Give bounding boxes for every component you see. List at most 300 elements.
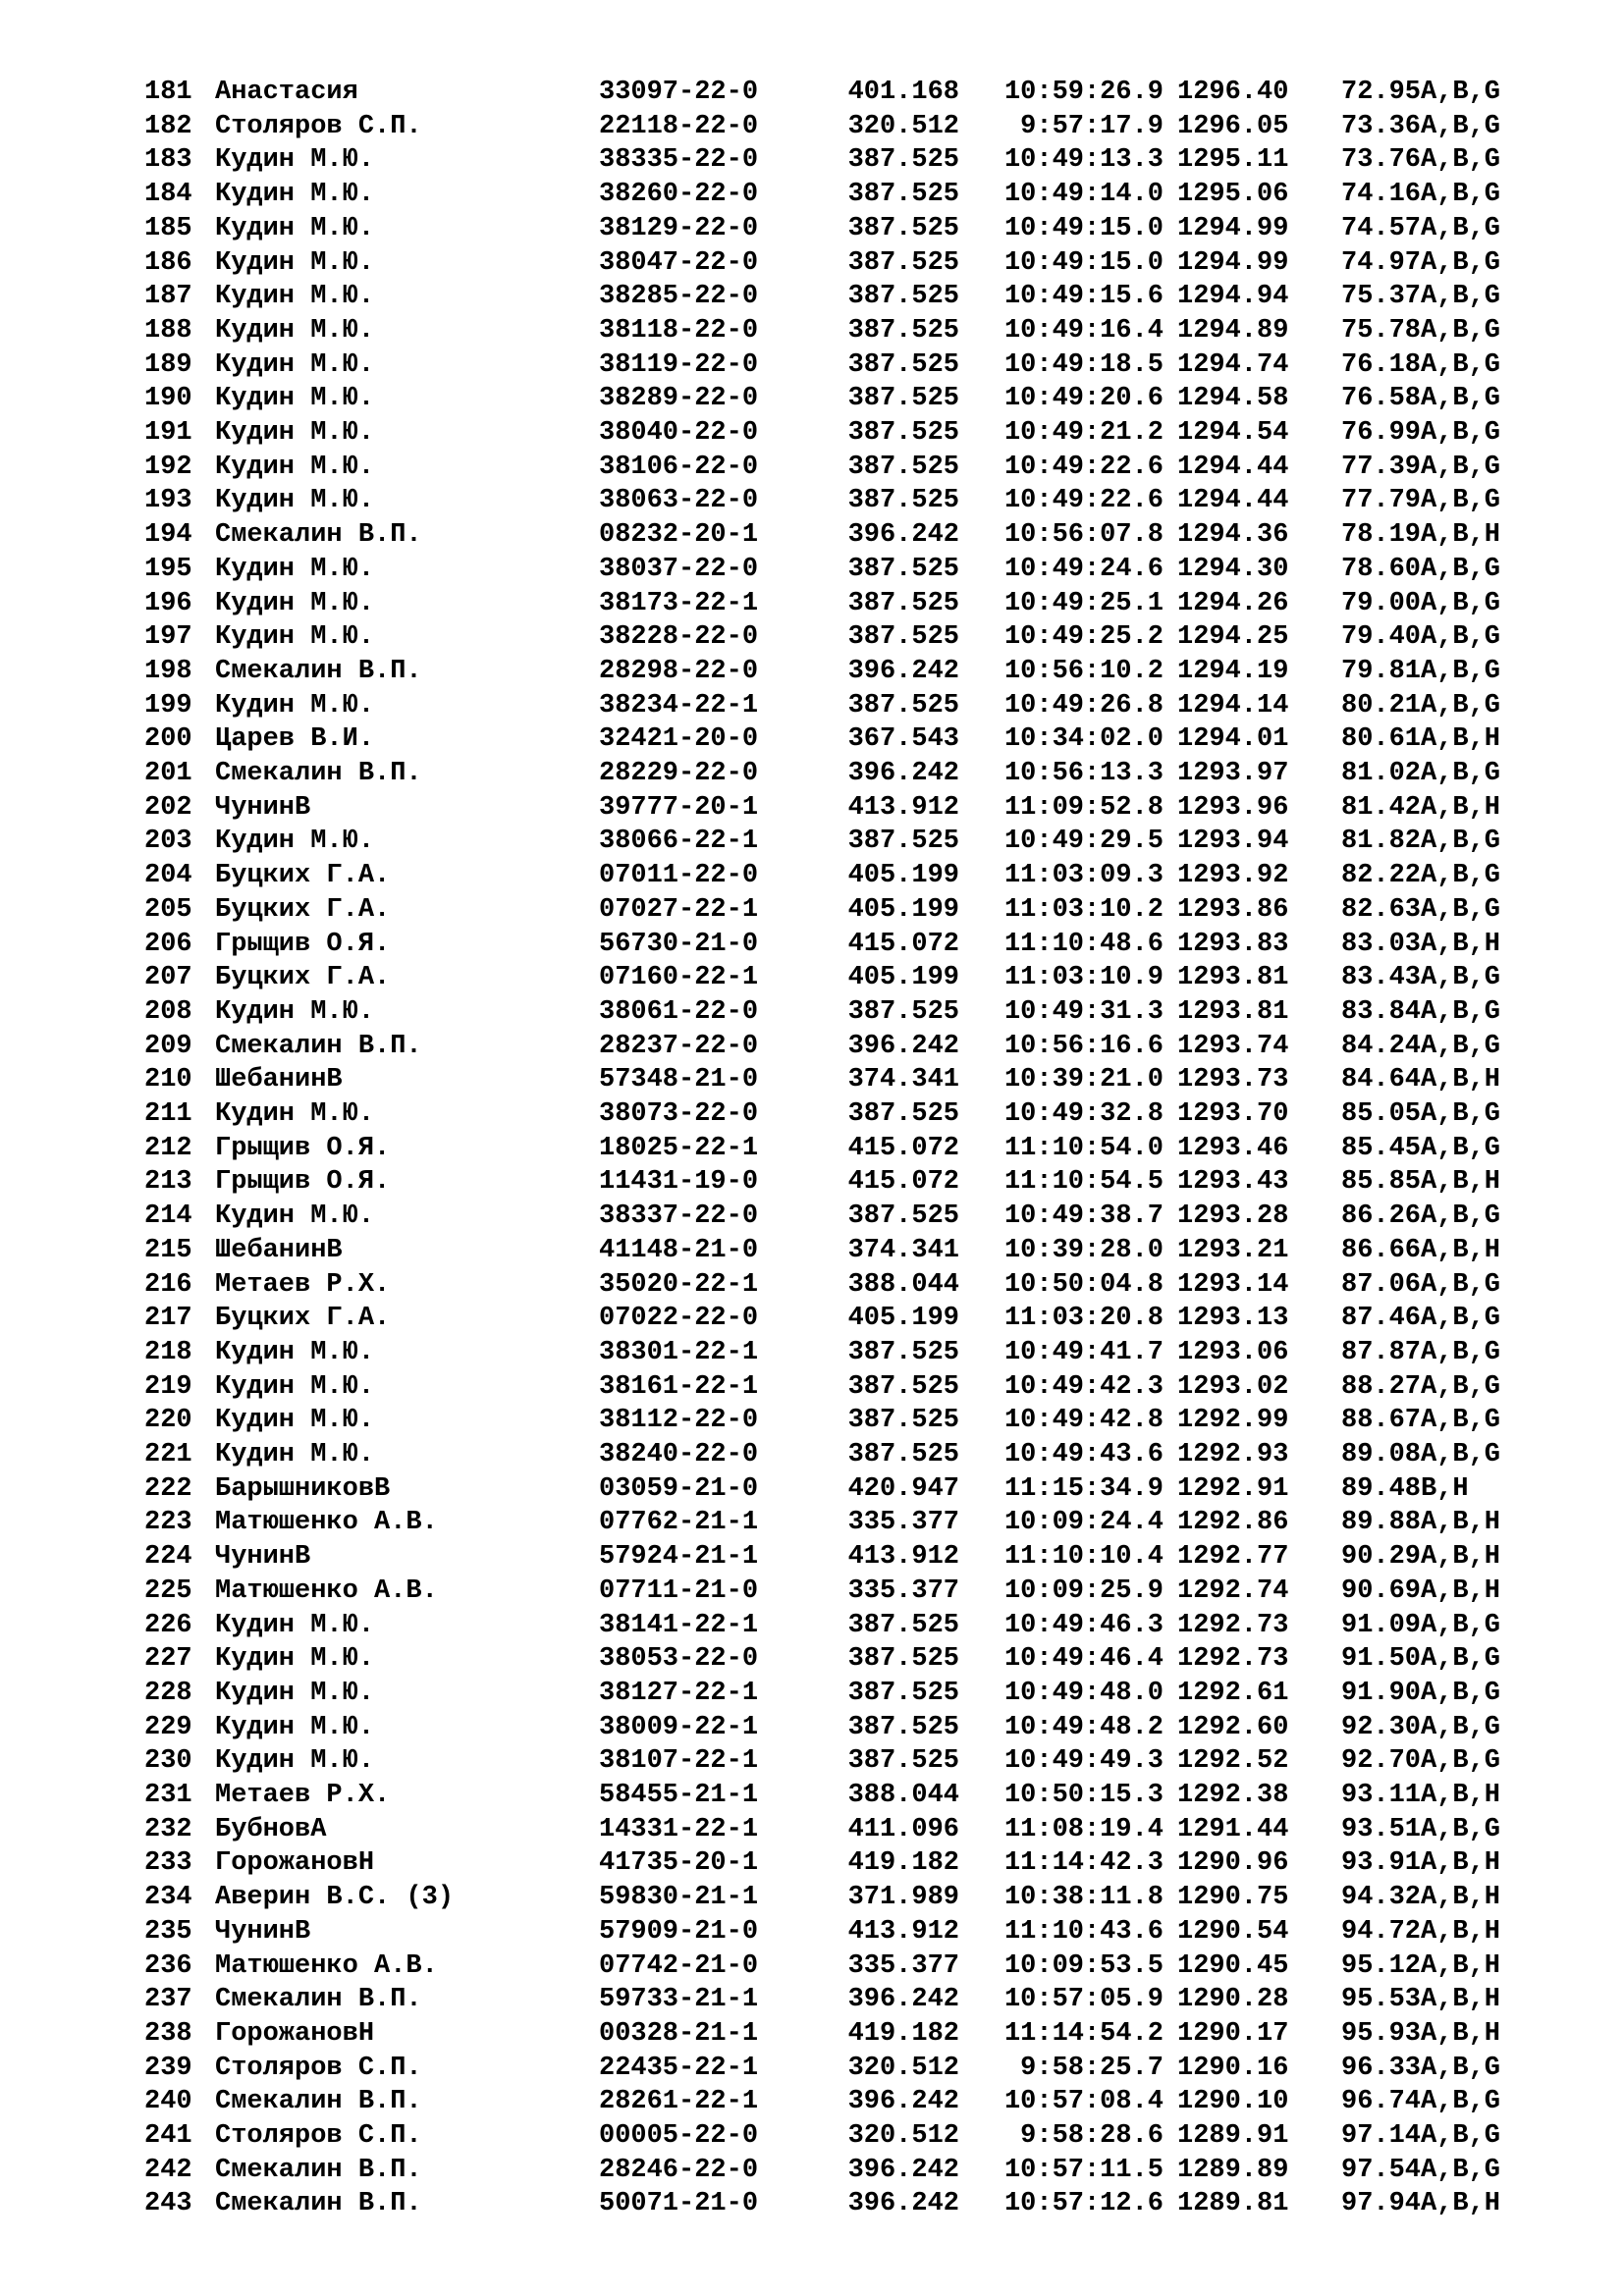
table-row bbox=[0, 451, 1624, 485]
table-row bbox=[0, 1949, 1624, 1984]
distance-cell: 388.044 bbox=[847, 1269, 959, 1300]
table-row bbox=[0, 2119, 1624, 2154]
ring-number-cell: 07011-22-0 bbox=[599, 861, 759, 891]
rank-cell: 212 bbox=[144, 1133, 192, 1163]
fancier-name-cell: ШебанинВ bbox=[215, 1065, 343, 1095]
rank-cell: 243 bbox=[144, 2189, 192, 2219]
table-row bbox=[0, 212, 1624, 246]
table-row bbox=[0, 553, 1624, 587]
distance-cell: 396.242 bbox=[847, 1031, 959, 1061]
arrival-time-cell: 11:03:09.3 bbox=[1003, 861, 1164, 891]
fancier-name-cell: Кудин М.Ю. bbox=[215, 384, 375, 414]
coefficient-cell: 84.64 bbox=[1341, 1065, 1422, 1095]
distance-cell: 413.912 bbox=[847, 1542, 959, 1573]
ring-number-cell: 38337-22-0 bbox=[599, 1201, 759, 1232]
table-row bbox=[0, 961, 1624, 995]
rank-cell: 182 bbox=[144, 111, 192, 141]
speed-cell: 1289.91 bbox=[1177, 2121, 1289, 2151]
distance-cell: 387.525 bbox=[847, 1337, 959, 1367]
table-row bbox=[0, 1744, 1624, 1779]
ring-number-cell: 38127-22-1 bbox=[599, 1678, 759, 1708]
distance-cell: 419.182 bbox=[847, 2018, 959, 2049]
distance-cell: 387.525 bbox=[847, 1712, 959, 1742]
rank-cell: 187 bbox=[144, 282, 192, 312]
distance-cell: 387.525 bbox=[847, 452, 959, 482]
fancier-name-cell: Кудин М.Ю. bbox=[215, 486, 375, 516]
category-cell: A,B,G bbox=[1421, 213, 1501, 243]
arrival-time-cell: 10:56:10.2 bbox=[1003, 656, 1164, 686]
arrival-time-cell: 10:49:14.0 bbox=[1003, 180, 1164, 210]
coefficient-cell: 83.03 bbox=[1341, 929, 1422, 959]
arrival-time-cell: 10:57:11.5 bbox=[1003, 2155, 1164, 2185]
arrival-time-cell: 10:49:24.6 bbox=[1003, 554, 1164, 584]
category-cell: A,B,G bbox=[1421, 452, 1501, 482]
speed-cell: 1289.89 bbox=[1177, 2155, 1289, 2185]
coefficient-cell: 73.76 bbox=[1341, 145, 1422, 176]
arrival-time-cell: 10:39:21.0 bbox=[1003, 1065, 1164, 1095]
fancier-name-cell: Метаев Р.Х. bbox=[215, 1269, 391, 1300]
ring-number-cell: 18025-22-1 bbox=[599, 1133, 759, 1163]
category-cell: A,B,G bbox=[1421, 588, 1501, 618]
table-row bbox=[0, 995, 1624, 1030]
table-row bbox=[0, 314, 1624, 348]
category-cell: A,B,G bbox=[1421, 78, 1501, 107]
speed-cell: 1292.38 bbox=[1177, 1781, 1289, 1810]
speed-cell: 1293.96 bbox=[1177, 792, 1289, 823]
category-cell: A,B,G bbox=[1421, 1814, 1501, 1844]
arrival-time-cell: 9:58:28.6 bbox=[1020, 2121, 1164, 2151]
speed-cell: 1294.01 bbox=[1177, 724, 1289, 755]
table-row bbox=[0, 1813, 1624, 1847]
coefficient-cell: 82.22 bbox=[1341, 861, 1422, 891]
arrival-time-cell: 11:03:20.8 bbox=[1003, 1304, 1164, 1334]
fancier-name-cell: Царев В.И. bbox=[215, 724, 375, 755]
category-cell: A,B,G bbox=[1421, 247, 1501, 278]
coefficient-cell: 92.70 bbox=[1341, 1746, 1422, 1777]
rank-cell: 198 bbox=[144, 656, 192, 686]
distance-cell: 387.525 bbox=[847, 1610, 959, 1640]
rank-cell: 190 bbox=[144, 384, 192, 414]
distance-cell: 387.525 bbox=[847, 1371, 959, 1402]
distance-cell: 367.543 bbox=[847, 724, 959, 755]
coefficient-cell: 81.02 bbox=[1341, 759, 1422, 788]
ring-number-cell: 50071-21-0 bbox=[599, 2189, 759, 2219]
table-row bbox=[0, 1881, 1624, 1915]
rank-cell: 233 bbox=[144, 1848, 192, 1879]
rank-cell: 228 bbox=[144, 1678, 192, 1708]
distance-cell: 387.525 bbox=[847, 349, 959, 380]
table-row bbox=[0, 757, 1624, 791]
ring-number-cell: 22118-22-0 bbox=[599, 111, 759, 141]
speed-cell: 1296.40 bbox=[1177, 78, 1289, 107]
speed-cell: 1293.06 bbox=[1177, 1337, 1289, 1367]
table-row bbox=[0, 825, 1624, 859]
coefficient-cell: 82.63 bbox=[1341, 894, 1422, 925]
table-row bbox=[0, 1846, 1624, 1881]
fancier-name-cell: Кудин М.Ю. bbox=[215, 1371, 375, 1402]
fancier-name-cell: Смекалин В.П. bbox=[215, 1985, 422, 2015]
table-row bbox=[0, 1438, 1624, 1472]
fancier-name-cell: Матюшенко А.В. bbox=[215, 1508, 438, 1538]
speed-cell: 1293.86 bbox=[1177, 894, 1289, 925]
rank-cell: 234 bbox=[144, 1883, 192, 1913]
category-cell: A,B,G bbox=[1421, 690, 1501, 721]
rank-cell: 200 bbox=[144, 724, 192, 755]
fancier-name-cell: БарышниковВ bbox=[215, 1473, 391, 1504]
fancier-name-cell: Смекалин В.П. bbox=[215, 2189, 422, 2219]
distance-cell: 420.947 bbox=[847, 1473, 959, 1504]
speed-cell: 1292.74 bbox=[1177, 1575, 1289, 1606]
ring-number-cell: 07742-21-0 bbox=[599, 1950, 759, 1981]
category-cell: A,B,H bbox=[1421, 1575, 1501, 1606]
coefficient-cell: 97.54 bbox=[1341, 2155, 1422, 2185]
fancier-name-cell: Смекалин В.П. bbox=[215, 759, 422, 788]
category-cell: A,B,G bbox=[1421, 861, 1501, 891]
coefficient-cell: 77.79 bbox=[1341, 486, 1422, 516]
speed-cell: 1292.91 bbox=[1177, 1473, 1289, 1504]
speed-cell: 1294.99 bbox=[1177, 247, 1289, 278]
ring-number-cell: 38240-22-0 bbox=[599, 1440, 759, 1469]
coefficient-cell: 93.91 bbox=[1341, 1848, 1422, 1879]
speed-cell: 1292.61 bbox=[1177, 1678, 1289, 1708]
rank-cell: 191 bbox=[144, 418, 192, 448]
fancier-name-cell: ГорожановН bbox=[215, 1848, 375, 1879]
ring-number-cell: 38066-22-1 bbox=[599, 827, 759, 857]
table-row bbox=[0, 110, 1624, 144]
fancier-name-cell: Метаев Р.Х. bbox=[215, 1781, 391, 1810]
rank-cell: 217 bbox=[144, 1304, 192, 1334]
fancier-name-cell: ЧунинВ bbox=[215, 792, 311, 823]
category-cell: A,B,G bbox=[1421, 1678, 1501, 1708]
table-row bbox=[0, 1302, 1624, 1336]
category-cell: A,B,G bbox=[1421, 1644, 1501, 1675]
speed-cell: 1294.44 bbox=[1177, 452, 1289, 482]
fancier-name-cell: Смекалин В.П. bbox=[215, 2087, 422, 2117]
distance-cell: 387.525 bbox=[847, 827, 959, 857]
distance-cell: 419.182 bbox=[847, 1848, 959, 1879]
speed-cell: 1290.75 bbox=[1177, 1883, 1289, 1913]
category-cell: A,B,G bbox=[1421, 145, 1501, 176]
coefficient-cell: 74.57 bbox=[1341, 213, 1422, 243]
distance-cell: 387.525 bbox=[847, 315, 959, 346]
arrival-time-cell: 10:49:38.7 bbox=[1003, 1201, 1164, 1232]
rank-cell: 236 bbox=[144, 1950, 192, 1981]
ring-number-cell: 38061-22-0 bbox=[599, 996, 759, 1027]
table-row bbox=[0, 1097, 1624, 1132]
speed-cell: 1292.93 bbox=[1177, 1440, 1289, 1469]
coefficient-cell: 76.18 bbox=[1341, 349, 1422, 380]
rank-cell: 202 bbox=[144, 792, 192, 823]
ring-number-cell: 39777-20-1 bbox=[599, 792, 759, 823]
speed-cell: 1292.86 bbox=[1177, 1508, 1289, 1538]
category-cell: A,B,G bbox=[1421, 1371, 1501, 1402]
fancier-name-cell: Буцких Г.А. bbox=[215, 894, 391, 925]
distance-cell: 374.341 bbox=[847, 1065, 959, 1095]
speed-cell: 1293.81 bbox=[1177, 963, 1289, 993]
speed-cell: 1293.70 bbox=[1177, 1099, 1289, 1129]
fancier-name-cell: Кудин М.Ю. bbox=[215, 180, 375, 210]
category-cell: A,B,H bbox=[1421, 2189, 1501, 2219]
arrival-time-cell: 10:49:48.0 bbox=[1003, 1678, 1164, 1708]
arrival-time-cell: 10:49:25.2 bbox=[1003, 622, 1164, 653]
arrival-time-cell: 11:08:19.4 bbox=[1003, 1814, 1164, 1844]
speed-cell: 1293.92 bbox=[1177, 861, 1289, 891]
arrival-time-cell: 10:57:12.6 bbox=[1003, 2189, 1164, 2219]
category-cell: A,B,G bbox=[1421, 1406, 1501, 1436]
arrival-time-cell: 11:09:52.8 bbox=[1003, 792, 1164, 823]
rank-cell: 230 bbox=[144, 1746, 192, 1777]
fancier-name-cell: ГорожановН bbox=[215, 2018, 375, 2049]
ring-number-cell: 38289-22-0 bbox=[599, 384, 759, 414]
category-cell: A,B,G bbox=[1421, 1099, 1501, 1129]
arrival-time-cell: 11:15:34.9 bbox=[1003, 1473, 1164, 1504]
fancier-name-cell: Кудин М.Ю. bbox=[215, 315, 375, 346]
category-cell: A,B,G bbox=[1421, 656, 1501, 686]
category-cell: A,B,G bbox=[1421, 554, 1501, 584]
arrival-time-cell: 10:38:11.8 bbox=[1003, 1883, 1164, 1913]
table-row bbox=[0, 1779, 1624, 1813]
distance-cell: 387.525 bbox=[847, 213, 959, 243]
distance-cell: 405.199 bbox=[847, 861, 959, 891]
coefficient-cell: 87.46 bbox=[1341, 1304, 1422, 1334]
speed-cell: 1294.74 bbox=[1177, 349, 1289, 380]
speed-cell: 1292.73 bbox=[1177, 1644, 1289, 1675]
rank-cell: 239 bbox=[144, 2053, 192, 2083]
rank-cell: 204 bbox=[144, 861, 192, 891]
category-cell: A,B,G bbox=[1421, 2121, 1501, 2151]
speed-cell: 1290.28 bbox=[1177, 1985, 1289, 2015]
speed-cell: 1294.89 bbox=[1177, 315, 1289, 346]
rank-cell: 225 bbox=[144, 1575, 192, 1606]
speed-cell: 1290.10 bbox=[1177, 2087, 1289, 2117]
table-row bbox=[0, 1165, 1624, 1200]
rank-cell: 221 bbox=[144, 1440, 192, 1469]
ring-number-cell: 28261-22-1 bbox=[599, 2087, 759, 2117]
arrival-time-cell: 11:03:10.9 bbox=[1003, 963, 1164, 993]
ring-number-cell: 38009-22-1 bbox=[599, 1712, 759, 1742]
ring-number-cell: 38047-22-0 bbox=[599, 247, 759, 278]
category-cell: A,B,G bbox=[1421, 1133, 1501, 1163]
ring-number-cell: 38063-22-0 bbox=[599, 486, 759, 516]
arrival-time-cell: 10:49:42.3 bbox=[1003, 1371, 1164, 1402]
distance-cell: 387.525 bbox=[847, 1406, 959, 1436]
category-cell: A,B,G bbox=[1421, 2053, 1501, 2083]
coefficient-cell: 97.94 bbox=[1341, 2189, 1422, 2219]
category-cell: A,B,G bbox=[1421, 418, 1501, 448]
arrival-time-cell: 10:49:43.6 bbox=[1003, 1440, 1164, 1469]
category-cell: A,B,G bbox=[1421, 996, 1501, 1027]
rank-cell: 238 bbox=[144, 2018, 192, 2049]
arrival-time-cell: 10:49:20.6 bbox=[1003, 384, 1164, 414]
coefficient-cell: 89.88 bbox=[1341, 1508, 1422, 1538]
distance-cell: 396.242 bbox=[847, 2087, 959, 2117]
coefficient-cell: 75.78 bbox=[1341, 315, 1422, 346]
distance-cell: 387.525 bbox=[847, 1644, 959, 1675]
coefficient-cell: 91.90 bbox=[1341, 1678, 1422, 1708]
ring-number-cell: 28246-22-0 bbox=[599, 2155, 759, 2185]
rank-cell: 229 bbox=[144, 1712, 192, 1742]
coefficient-cell: 83.43 bbox=[1341, 963, 1422, 993]
rank-cell: 205 bbox=[144, 894, 192, 925]
rank-cell: 241 bbox=[144, 2121, 192, 2151]
arrival-time-cell: 10:56:07.8 bbox=[1003, 520, 1164, 551]
table-row bbox=[0, 1268, 1624, 1303]
fancier-name-cell: Кудин М.Ю. bbox=[215, 1440, 375, 1469]
fancier-name-cell: Буцких Г.А. bbox=[215, 861, 391, 891]
arrival-time-cell: 10:56:13.3 bbox=[1003, 759, 1164, 788]
fancier-name-cell: Грыщив О.Я. bbox=[215, 929, 391, 959]
fancier-name-cell: Кудин М.Ю. bbox=[215, 452, 375, 482]
ring-number-cell: 38129-22-0 bbox=[599, 213, 759, 243]
category-cell: B,H bbox=[1421, 1473, 1469, 1504]
arrival-time-cell: 10:49:29.5 bbox=[1003, 827, 1164, 857]
arrival-time-cell: 11:10:10.4 bbox=[1003, 1542, 1164, 1573]
distance-cell: 387.525 bbox=[847, 486, 959, 516]
rank-cell: 195 bbox=[144, 554, 192, 584]
rank-cell: 223 bbox=[144, 1508, 192, 1538]
coefficient-cell: 85.85 bbox=[1341, 1167, 1422, 1198]
speed-cell: 1292.99 bbox=[1177, 1406, 1289, 1436]
arrival-time-cell: 11:03:10.2 bbox=[1003, 894, 1164, 925]
ring-number-cell: 38118-22-0 bbox=[599, 315, 759, 346]
category-cell: A,B,G bbox=[1421, 1712, 1501, 1742]
table-row bbox=[0, 1234, 1624, 1268]
fancier-name-cell: Кудин М.Ю. bbox=[215, 349, 375, 380]
ring-number-cell: 57909-21-0 bbox=[599, 1916, 759, 1947]
fancier-name-cell: Матюшенко А.В. bbox=[215, 1575, 438, 1606]
rank-cell: 197 bbox=[144, 622, 192, 653]
table-row bbox=[0, 620, 1624, 655]
arrival-time-cell: 10:50:04.8 bbox=[1003, 1269, 1164, 1300]
ring-number-cell: 56730-21-0 bbox=[599, 929, 759, 959]
distance-cell: 396.242 bbox=[847, 1985, 959, 2015]
ring-number-cell: 38141-22-1 bbox=[599, 1610, 759, 1640]
category-cell: A,B,H bbox=[1421, 1848, 1501, 1879]
coefficient-cell: 95.12 bbox=[1341, 1950, 1422, 1981]
coefficient-cell: 94.72 bbox=[1341, 1916, 1422, 1947]
fancier-name-cell: Смекалин В.П. bbox=[215, 2155, 422, 2185]
speed-cell: 1294.25 bbox=[1177, 622, 1289, 653]
speed-cell: 1295.11 bbox=[1177, 145, 1289, 176]
coefficient-cell: 88.67 bbox=[1341, 1406, 1422, 1436]
fancier-name-cell: Столяров С.П. bbox=[215, 2121, 422, 2151]
coefficient-cell: 73.36 bbox=[1341, 111, 1422, 141]
speed-cell: 1294.30 bbox=[1177, 554, 1289, 584]
speed-cell: 1294.19 bbox=[1177, 656, 1289, 686]
coefficient-cell: 78.19 bbox=[1341, 520, 1422, 551]
table-row bbox=[0, 1677, 1624, 1711]
ring-number-cell: 07160-22-1 bbox=[599, 963, 759, 993]
arrival-time-cell: 10:49:42.8 bbox=[1003, 1406, 1164, 1436]
coefficient-cell: 95.53 bbox=[1341, 1985, 1422, 2015]
speed-cell: 1292.52 bbox=[1177, 1746, 1289, 1777]
table-row bbox=[0, 893, 1624, 928]
fancier-name-cell: Кудин М.Ю. bbox=[215, 1337, 375, 1367]
table-row bbox=[0, 1200, 1624, 1234]
rank-cell: 232 bbox=[144, 1814, 192, 1844]
category-cell: A,B,H bbox=[1421, 520, 1501, 551]
distance-cell: 396.242 bbox=[847, 656, 959, 686]
table-row bbox=[0, 1063, 1624, 1097]
distance-cell: 387.525 bbox=[847, 1440, 959, 1469]
fancier-name-cell: Кудин М.Ю. bbox=[215, 1099, 375, 1129]
table-row bbox=[0, 280, 1624, 314]
category-cell: A,B,G bbox=[1421, 180, 1501, 210]
rank-cell: 210 bbox=[144, 1065, 192, 1095]
category-cell: A,B,H bbox=[1421, 1167, 1501, 1198]
distance-cell: 396.242 bbox=[847, 2155, 959, 2185]
fancier-name-cell: Кудин М.Ю. bbox=[215, 213, 375, 243]
table-row bbox=[0, 928, 1624, 962]
distance-cell: 415.072 bbox=[847, 1167, 959, 1198]
table-row bbox=[0, 1575, 1624, 1609]
arrival-time-cell: 10:49:25.1 bbox=[1003, 588, 1164, 618]
ring-number-cell: 41735-20-1 bbox=[599, 1848, 759, 1879]
coefficient-cell: 78.60 bbox=[1341, 554, 1422, 584]
speed-cell: 1292.60 bbox=[1177, 1712, 1289, 1742]
table-row bbox=[0, 518, 1624, 553]
distance-cell: 401.168 bbox=[847, 78, 959, 107]
category-cell: A,B,G bbox=[1421, 1610, 1501, 1640]
arrival-time-cell: 10:56:16.6 bbox=[1003, 1031, 1164, 1061]
distance-cell: 388.044 bbox=[847, 1781, 959, 1810]
table-row bbox=[0, 1506, 1624, 1540]
arrival-time-cell: 10:49:15.6 bbox=[1003, 282, 1164, 312]
ring-number-cell: 38228-22-0 bbox=[599, 622, 759, 653]
fancier-name-cell: Кудин М.Ю. bbox=[215, 1712, 375, 1742]
ring-number-cell: 59830-21-1 bbox=[599, 1883, 759, 1913]
ring-number-cell: 38234-22-1 bbox=[599, 690, 759, 721]
arrival-time-cell: 11:10:54.5 bbox=[1003, 1167, 1164, 1198]
arrival-time-cell: 11:10:54.0 bbox=[1003, 1133, 1164, 1163]
coefficient-cell: 76.58 bbox=[1341, 384, 1422, 414]
speed-cell: 1295.06 bbox=[1177, 180, 1289, 210]
distance-cell: 387.525 bbox=[847, 282, 959, 312]
distance-cell: 387.525 bbox=[847, 1099, 959, 1129]
speed-cell: 1290.96 bbox=[1177, 1848, 1289, 1879]
table-row bbox=[0, 1370, 1624, 1405]
speed-cell: 1293.02 bbox=[1177, 1371, 1289, 1402]
distance-cell: 387.525 bbox=[847, 554, 959, 584]
speed-cell: 1294.14 bbox=[1177, 690, 1289, 721]
ring-number-cell: 35020-22-1 bbox=[599, 1269, 759, 1300]
table-row bbox=[0, 178, 1624, 212]
fancier-name-cell: ЧунинВ bbox=[215, 1916, 311, 1947]
table-row bbox=[0, 1642, 1624, 1677]
table-row bbox=[0, 1030, 1624, 1064]
fancier-name-cell: Смекалин В.П. bbox=[215, 656, 422, 686]
distance-cell: 387.525 bbox=[847, 1678, 959, 1708]
coefficient-cell: 90.69 bbox=[1341, 1575, 1422, 1606]
coefficient-cell: 95.93 bbox=[1341, 2018, 1422, 2049]
coefficient-cell: 91.50 bbox=[1341, 1644, 1422, 1675]
speed-cell: 1294.99 bbox=[1177, 213, 1289, 243]
fancier-name-cell: Матюшенко А.В. bbox=[215, 1950, 438, 1981]
fancier-name-cell: Кудин М.Ю. bbox=[215, 622, 375, 653]
coefficient-cell: 87.87 bbox=[1341, 1337, 1422, 1367]
category-cell: A,B,G bbox=[1421, 827, 1501, 857]
coefficient-cell: 90.29 bbox=[1341, 1542, 1422, 1573]
rank-cell: 185 bbox=[144, 213, 192, 243]
coefficient-cell: 87.06 bbox=[1341, 1269, 1422, 1300]
ring-number-cell: 08232-20-1 bbox=[599, 520, 759, 551]
ring-number-cell: 28237-22-0 bbox=[599, 1031, 759, 1061]
speed-cell: 1293.28 bbox=[1177, 1201, 1289, 1232]
distance-cell: 374.341 bbox=[847, 1235, 959, 1265]
category-cell: A,B,G bbox=[1421, 349, 1501, 380]
category-cell: A,B,H bbox=[1421, 792, 1501, 823]
speed-cell: 1290.16 bbox=[1177, 2053, 1289, 2083]
